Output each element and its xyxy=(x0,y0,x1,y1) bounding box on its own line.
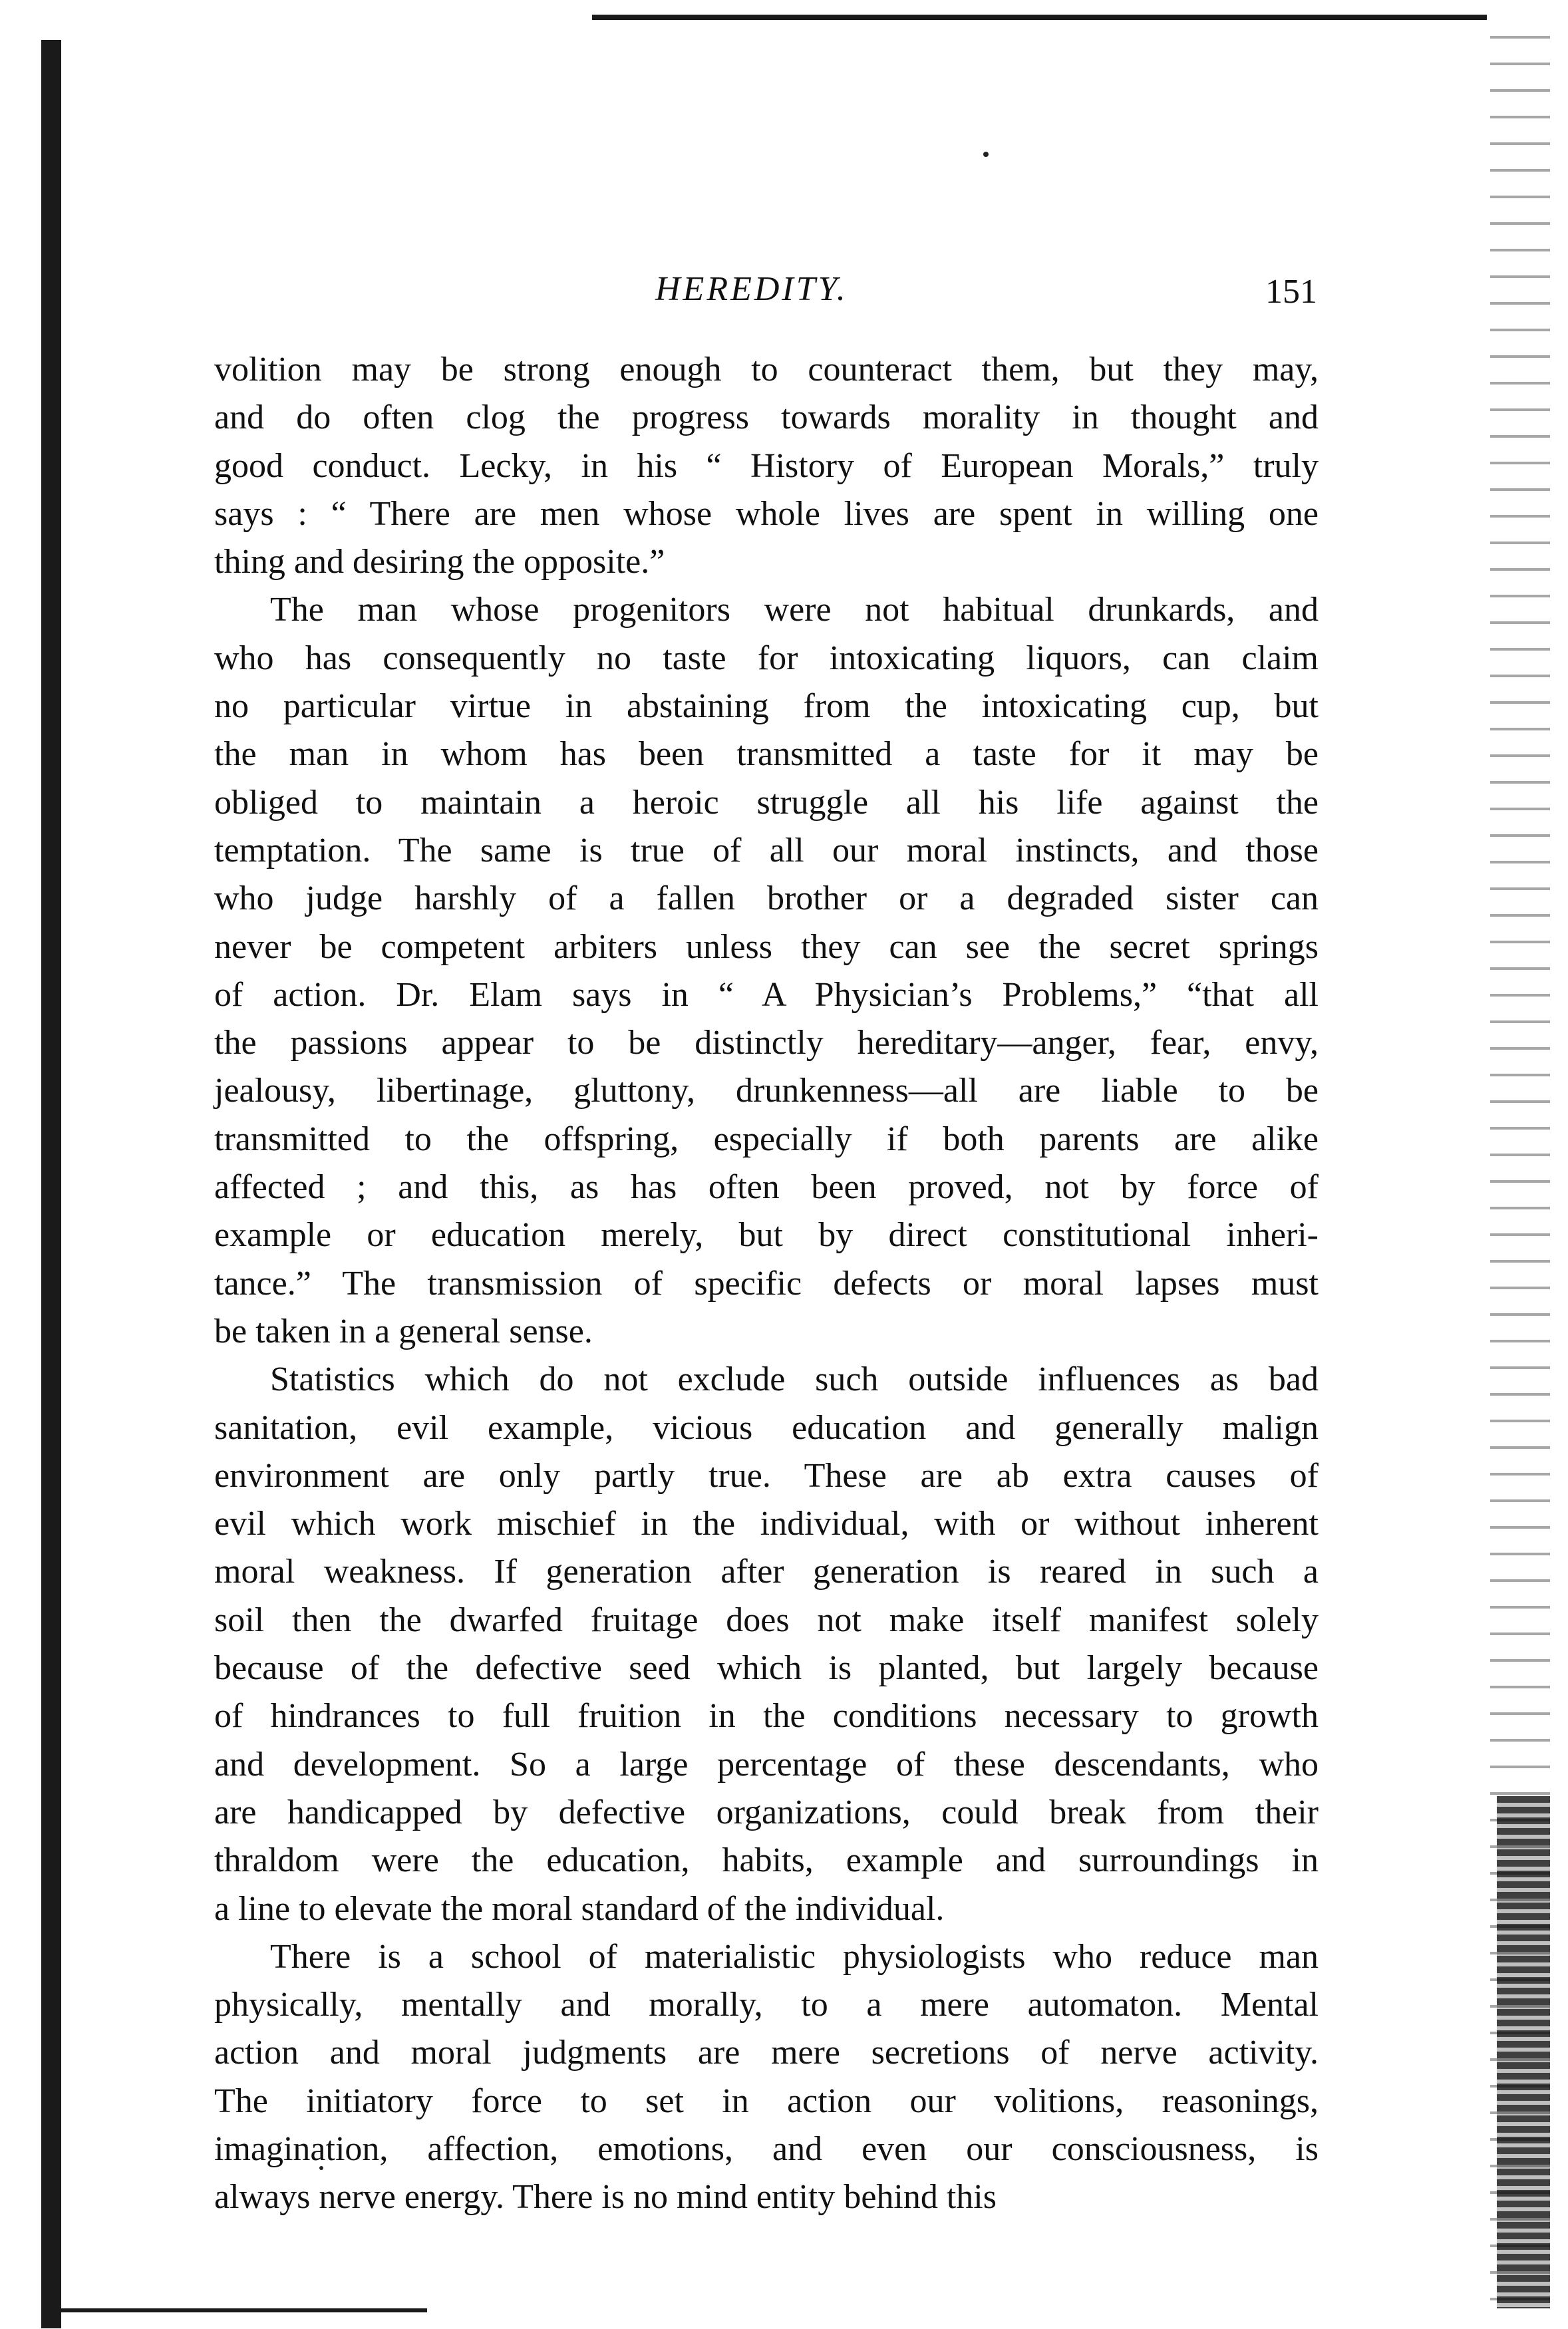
text-line: are handicapped by defective organizations, could break from their xyxy=(214,1793,1319,1831)
text-line: transmitted to the offspring, especially if both parents are alike xyxy=(214,1120,1319,1158)
body-text xyxy=(214,346,1319,2222)
text-line: temptation. The same is true of all our moral instincts, and those xyxy=(214,831,1319,869)
text-line: who has consequently no taste for intoxicating liquors, can claim xyxy=(214,639,1319,677)
text-line: who judge harshly of a fallen brother or a degraded sister can xyxy=(214,879,1319,918)
scan-border-top xyxy=(592,15,1487,20)
paragraph xyxy=(214,586,1319,1356)
text-line: moral weakness. If generation after generation is reared in such a xyxy=(214,1553,1319,1591)
text-line: and development. So a large percentage of these descendants, who xyxy=(214,1745,1319,1784)
text-line: because of the defective seed which is planted, but largely because xyxy=(214,1649,1319,1688)
text-line: of hindrances to full fruition in the conditions necessary to growth xyxy=(214,1697,1319,1736)
running-title: HEREDITY. xyxy=(655,270,848,308)
text-line: always nerve energy. There is no mind entity behind this xyxy=(214,2178,997,2217)
text-line: obliged to maintain a heroic struggle all his life against the xyxy=(214,783,1319,822)
text-line: thraldom were the education, habits, example and surroundings in xyxy=(214,1841,1319,1880)
text-line: Statistics which do not exclude such outside influences as bad xyxy=(270,1360,1319,1399)
text-line: physically, mentally and morally, to a mere automaton. Mental xyxy=(214,1986,1319,2024)
text-line: and do often clog the progress towards morality in thought and xyxy=(214,398,1319,437)
text-line: sanitation, evil example, vicious education and generally malign xyxy=(214,1408,1319,1447)
paragraph xyxy=(214,346,1319,586)
text-line: imagination, affection, emotions, and even our consciousness, is xyxy=(214,2129,1319,2168)
text-line: environment are only partly true. These are ab extra causes of xyxy=(214,1456,1319,1495)
text-line: There is a school of materialistic physiologists who reduce man xyxy=(270,1937,1319,1976)
text-line: The man whose progenitors were not habitual drunkards, and xyxy=(270,591,1319,629)
text-line: good conduct. Lecky, in his “ History of European Morals,” truly xyxy=(214,446,1319,485)
text-line: volition may be strong enough to counteract them, but they may, xyxy=(214,351,1319,388)
paragraph xyxy=(214,1933,1319,2222)
text-line: example or education merely, but by direct constitutional inheri- xyxy=(214,1216,1319,1255)
text-line: the man in whom has been transmitted a taste for it may be xyxy=(214,735,1319,774)
paragraph xyxy=(214,1356,1319,1933)
text-line: tance.” The transmission of specific defects or moral lapses must xyxy=(214,1264,1319,1303)
text-line: affected ; and this, as has often been proved, not by force of xyxy=(214,1168,1319,1207)
text-line: soil then the dwarfed fruitage does not make itself manifest solely xyxy=(214,1601,1319,1639)
text-line: says : “ There are men whose whole lives are spent in willing one xyxy=(214,494,1319,533)
text-line: a line to elevate the moral standard of the individual. xyxy=(214,1889,945,1928)
text-line: no particular virtue in abstaining from the intoxicating cup, but xyxy=(214,687,1319,726)
text-line: the passions appear to be distinctly hereditary—anger, fear, envy, xyxy=(214,1024,1319,1062)
text-line: action and moral judgments are mere secretions of nerve activity. xyxy=(214,2034,1319,2072)
scan-edge-right-dark xyxy=(1497,1796,1550,2308)
running-head xyxy=(200,269,1317,329)
scan-speck xyxy=(983,152,989,157)
text-line: thing and desiring the opposite.” xyxy=(214,543,665,581)
text-line: evil which work mischief in the individual, with or without inherent xyxy=(214,1505,1319,1543)
text-line: jealousy, libertinage, gluttony, drunkenness—all are liable to be xyxy=(214,1072,1319,1110)
page-number: 151 xyxy=(1265,273,1317,311)
text-line: of action. Dr. Elam says in “ A Physician’s Problems,” “that all xyxy=(214,975,1319,1014)
scan-border-left xyxy=(41,40,61,2328)
text-line: never be competent arbiters unless they can see the secret springs xyxy=(214,927,1319,966)
text-line: The initiatory force to set in action our volitions, reasonings, xyxy=(214,2082,1319,2120)
scan-border-bottom xyxy=(41,2308,427,2312)
text-line: be taken in a general sense. xyxy=(214,1312,593,1350)
